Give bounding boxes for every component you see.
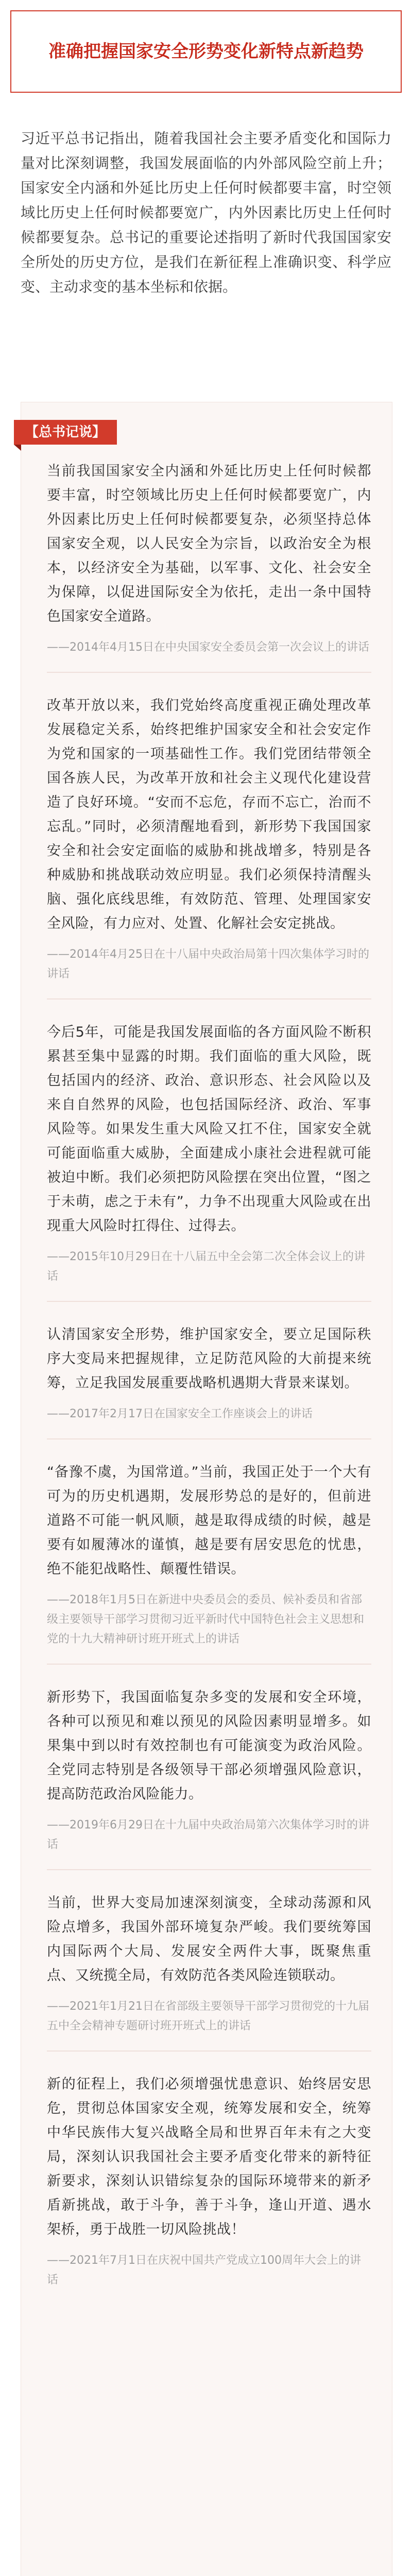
quote-item <box>47 1460 371 1649</box>
quote-text: 当前，世界大变局加速深刻演变，全球动荡源和风险点增多，我国外部环境复杂严峻。我们要统筹国内国际两个大局、发展安全两件大事，既聚焦重点、又统揽全局，有效防范各类风险连锁联动。 <box>47 1895 371 1984</box>
quote-text: “备豫不虞，为国常道。”当前，我国正处于一个大有可为的历史机遇期，发展形势总的是好的，但前进道路不可能一帆风顺，越是取得成绩的时候，越是要有如履薄冰的谨慎，越是要有居安思危的忧患，绝不能犯战略性、颠覆性错误。 <box>47 1464 371 1577</box>
quote-source: ——2014年4月15日在中央国家安全委员会第一次会议上的讲话 <box>47 641 369 654</box>
quote-item <box>47 1685 371 1855</box>
divider <box>47 998 371 999</box>
quote-text: 改革开放以来，我们党始终高度重视正确处理改革发展稳定关系，始终把维护国家安全和社会安定作为党和国家的一项基础性工作。我们党团结带领全国各族人民，为改革开放和社会主义现代化建设营造了良好环境。“安而不忘危，存而不忘亡，治而不忘乱。”同时，必须清醒地看到，新形势下我国国家安全和社会安定面临的威胁和挑战增多，特别是各种威胁和挑战联动效应明显。我们必须保持清醒头脑、强化底线思维，有效防范、管理、处理国家安全风险，有力应对、处置、化解社会安定挑战。 <box>47 698 371 931</box>
quote-item <box>47 459 371 657</box>
quote-source: ——2017年2月17日在国家安全工作座谈会上的讲话 <box>47 1408 313 1420</box>
article-title: 准确把握国家安全形势变化新特点新趋势 <box>48 41 364 62</box>
quote-source: ——2021年7月1日在庆祝中国共产党成立100周年大会上的讲话 <box>47 2254 361 2286</box>
divider <box>47 1664 371 1665</box>
quote-text: 今后5年，可能是我国发展面临的各方面风险不断积累甚至集中显露的时期。我们面临的重大风险，既包括国内的经济、政治、意识形态、社会风险以及来自自然界的风险，也包括国际经济、政治、军事风险等。如果发生重大风险又扛不住，国家安全就可能面临重大威胁，全面建成小康社会进程就可能被迫中断。我们必须把防风险摆在突出位置，“图之于未萌，虑之于未有”，力争不出现重大风险或在出现重大风险时扛得住、过得去。 <box>47 1024 371 1234</box>
quote-item <box>47 1323 371 1424</box>
quote-item <box>47 2072 371 2290</box>
quote-source: ——2019年6月29日在十九届中央政治局第六次集体学习时的讲话 <box>47 1819 369 1851</box>
quote-text: 新的征程上，我们必须增强忧患意识、始终居安思危，贯彻总体国家安全观，统筹发展和安全，统筹中华民族伟大复兴战略全局和世界百年未有之大变局，深刻认识我国社会主要矛盾变化带来的新特征新要求，深刻认识错综复杂的国际环境带来的新矛盾新挑战，敢于斗争，善于斗争，逢山开道、遇水架桥，勇于战胜一切风险挑战！ <box>47 2076 371 2238</box>
quote-source: ——2014年4月25日在十八届中央政治局第十四次集体学习时的讲话 <box>47 948 369 980</box>
quote-list <box>47 459 371 2290</box>
divider <box>47 2050 371 2052</box>
quote-item <box>47 1891 371 2036</box>
divider <box>47 672 371 673</box>
quote-source: ——2018年1月5日在新进中央委员会的委员、候补委员和省部级主要领导干部学习贯彻习近平新时代中国特色社会主义思想和党的十九大精神研讨班开班式上的讲话 <box>47 1594 365 1646</box>
quote-source: ——2015年10月29日在十八届五中全会第二次全体会议上的讲话 <box>47 1250 365 1283</box>
divider <box>47 1869 371 1870</box>
quote-text: 当前我国国家安全内涵和外延比历史上任何时候都要丰富，时空领域比历史上任何时候都要宽广，内外因素比历史上任何时候都要复杂，必须坚持总体国家安全观，以人民安全为宗旨，以政治安全为根本，以经济安全为基础，以军事、文化、社会安全为保障，以促进国际安全为依托，走出一条中国特色国家安全道路。 <box>47 463 371 624</box>
quote-text: 认清国家安全形势，维护国家安全，要立足国际秩序大变局来把握规律，立足防范风险的大前提来统筹，立足我国发展重要战略机遇期大背景来谋划。 <box>47 1327 371 1391</box>
quote-text: 新形势下，我国面临复杂多变的发展和安全环境，各种可以预见和难以预见的风险因素明显增多。如果集中到以时有效控制也有可能演变为政治风险。全党同志特别是各级领导干部必须增强风险意识，提高防范政治风险能力。 <box>47 1689 371 1802</box>
article-intro: 习近平总书记指出，随着我国社会主要矛盾变化和国际力量对比深刻调整，我国发展面临的内外部风险空前上升；国家安全内涵和外延比历史上任何时候都要丰富，时空领域比历史上任何时候都要宽广，内外因素比历史上任何时候都要复杂。总书记的重要论述指明了新时代我国国家安全所处的历史方位，是我们在新征程上准确识变、科学应变、主动求变的基本坐标和依据。 <box>21 130 391 295</box>
quote-item <box>47 1020 371 1286</box>
title-box <box>10 10 402 93</box>
divider <box>47 1301 371 1302</box>
quote-item <box>47 693 371 984</box>
quotes-section <box>21 402 392 2576</box>
quote-source: ——2021年1月21日在省部级主要领导干部学习贯彻党的十九届五中全会精神专题研讨班开班式上的讲话 <box>47 2000 369 2032</box>
section-badge: 【总书记说】 <box>14 420 117 445</box>
divider <box>47 1438 371 1439</box>
